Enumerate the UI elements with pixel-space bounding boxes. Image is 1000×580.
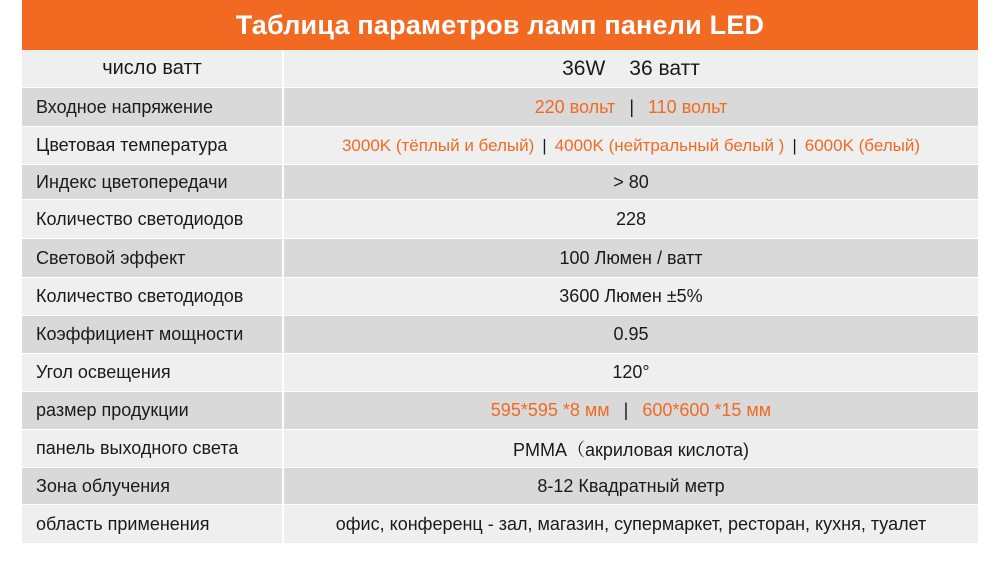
table-row (22, 88, 978, 127)
row-label: область применения (22, 505, 284, 543)
value-temp-3000k: 3000K (тёплый и белый) (341, 135, 535, 155)
table-row (22, 505, 978, 544)
row-value: 120° (284, 354, 978, 391)
row-value: 3600 Люмен ±5% (284, 278, 978, 315)
row-label: Зона облучения (22, 468, 284, 504)
table-row (22, 127, 978, 165)
row-value: офис, конференц - зал, магазин, супермаркет, ресторан, кухня, туалет (284, 505, 978, 543)
table-row (22, 165, 978, 200)
row-value: 100 Люмен / ватт (284, 239, 978, 277)
value-voltage-220: 220 вольт (534, 96, 616, 117)
value-watts: 36W (562, 56, 606, 80)
separator: | (542, 135, 547, 155)
table-row (22, 316, 978, 354)
separator: | (623, 400, 629, 420)
row-label: Световой эффект (22, 239, 284, 277)
value-voltage-110: 110 вольт (648, 96, 728, 117)
table-row (22, 354, 978, 392)
row-value: PMMA（акриловая кислота) (284, 430, 978, 467)
table-row (22, 50, 978, 88)
table-row (22, 200, 978, 239)
row-label: Цветовая температура (22, 127, 284, 164)
row-label: Входное напряжение (22, 88, 284, 126)
row-label: размер продукции (22, 392, 284, 429)
row-value: 8-12 Квадратный метр (284, 468, 978, 504)
row-label: Количество светодиодов (22, 278, 284, 315)
value-temp-6000k: 6000K (белый) (804, 135, 921, 155)
row-value: 0.95 (284, 316, 978, 353)
table-row (22, 430, 978, 468)
table-row (22, 239, 978, 278)
value-temp-4000k: 4000K (нейтральный белый ) (554, 135, 785, 155)
separator: | (792, 135, 797, 155)
row-value (284, 127, 978, 164)
separator: | (629, 96, 634, 117)
row-label: панель выходного света (22, 430, 284, 467)
value-size-595: 595*595 *8 мм (490, 400, 610, 420)
table-title: Таблица параметров ламп панели LED (22, 0, 978, 50)
table-row (22, 278, 978, 316)
table-row (22, 468, 978, 505)
spec-table (22, 50, 978, 544)
spec-sheet (22, 0, 978, 544)
row-value: 228 (284, 200, 978, 238)
table-row (22, 392, 978, 430)
row-label: Количество светодиодов (22, 200, 284, 238)
value-watts-ru: 36 ватт (629, 56, 700, 80)
row-value (284, 88, 978, 126)
value-size-600: 600*600 *15 мм (642, 400, 772, 420)
row-label: Индекс цветопередачи (22, 165, 284, 199)
row-value (284, 392, 978, 429)
row-label: число ватт (22, 50, 284, 87)
row-label: Угол освещения (22, 354, 284, 391)
row-value (284, 50, 978, 87)
row-value: > 80 (284, 165, 978, 199)
row-label: Коэффициент мощности (22, 316, 284, 353)
